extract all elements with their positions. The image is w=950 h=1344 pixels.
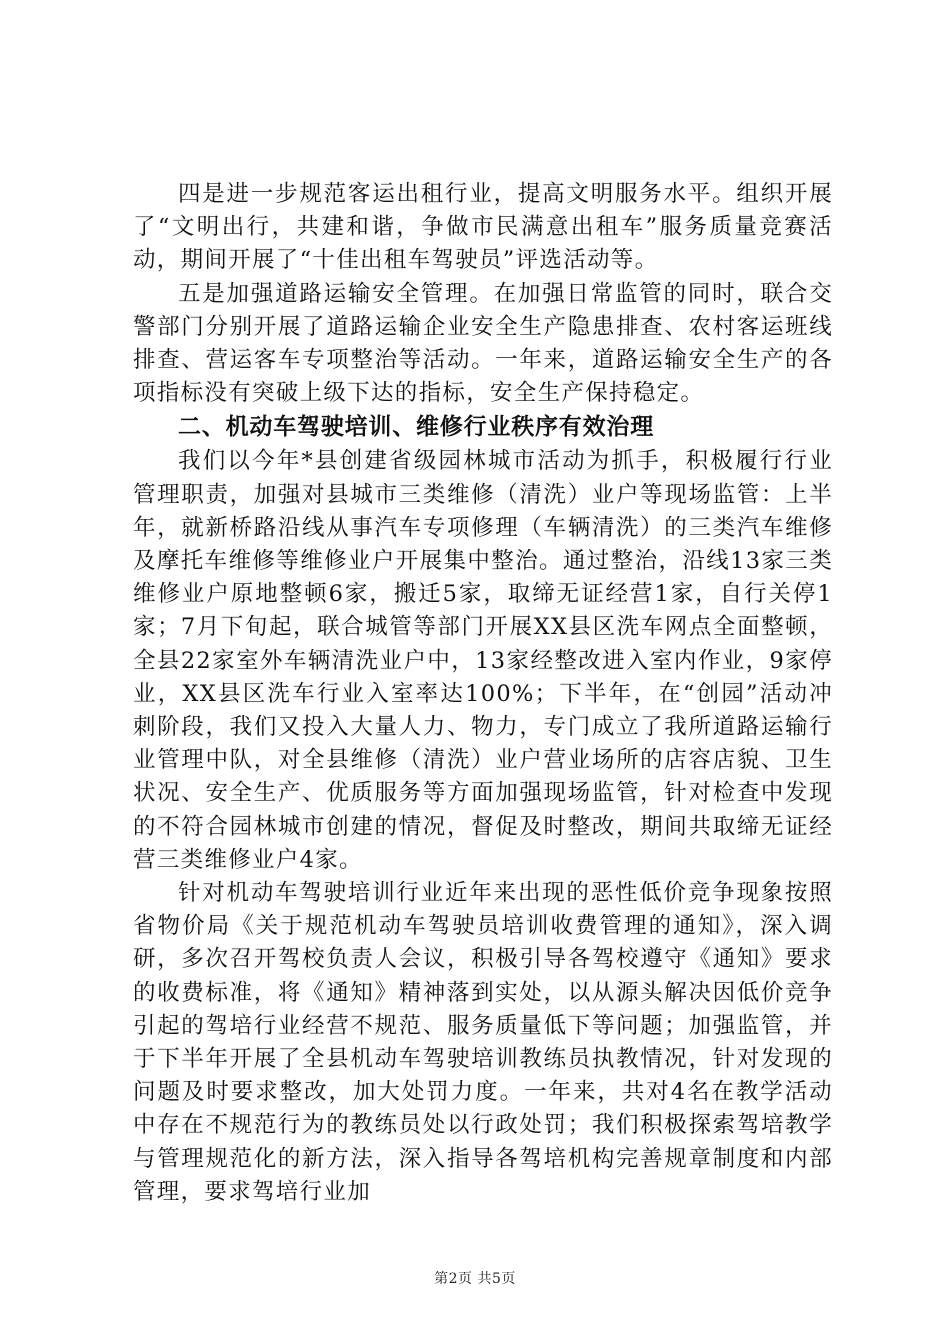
document-body bbox=[133, 178, 833, 1209]
section-heading: 二、机动车驾驶培训、维修行业秩序有效治理 bbox=[178, 414, 654, 441]
paragraph-passenger-taxi: 四是进一步规范客运出租行业，提高文明服务水平。组织开展了“文明出行，共建和谐，争做市民满意出租车”服务质量竞赛活动，期间开展了“十佳出租车驾驶员”评选活动等。 bbox=[133, 181, 833, 274]
page-footer: 第2页 共5页 bbox=[434, 1271, 516, 1287]
paragraph-repair-rectification: 我们以今年*县创建省级园林城市活动为抓手，积极履行行业管理职责，加强对县城市三类维修（清洗）业户等现场监管：上半年，就新桥路沿线从事汽车专项修理（车辆清洗）的三类汽车维修及摩托车维修等维修业户开展集中整治。通过整治，沿线13家三类维修业户原地整顿6家，搬迁5家，取缔无证经营1家，自行关停1家；7月下旬起，联合城管等部门开展XX县区洗车网点全面整顿，全县22家室外车辆清洗业户中，13家经整改进入室内作业，9家停业，XX县区洗车行业入室率达100%；下半年，在“创园”活动冲刺阶段，我们又投入大量人力、物力，专门成立了我所道路运输行业管理中队，对全县维修（清洗）业户营业场所的店容店貌、卫生状况、安全生产、优质服务等方面加强现场监管，针对检查中发现的不符合园林城市创建的情况，督促及时整改，期间共取缔无证经营三类维修业户4家。 bbox=[133, 448, 833, 873]
paragraph-driver-training: 针对机动车驾驶培训行业近年来出现的恶性低价竞争现象按照省物价局《关于规范机动车驾驶员培训收费管理的通知》，深入调研，多次召开驾校负责人会议，积极引导各驾校遵守《通知》要求的收费标准，将《通知》精神落到实处，以从源头解决因低价竞争引起的驾培行业经营不规范、服务质量低下等问题；加强监管，并于下半年开展了全县机动车驾驶培训教练员执教情况，针对发现的问题及时要求整改，加大处罚力度。一年来，共对4名在教学活动中存在不规范行为的教练员处以行政处罚；我们积极探索驾培教学与管理规范化的新方法，深入指导各驾培机构完善规章制度和内部管理，要求驾培行业加 bbox=[133, 880, 833, 1205]
paragraph-road-safety: 五是加强道路运输安全管理。在加强日常监管的同时，联合交警部门分别开展了道路运输企业安全生产隐患排查、农村客运班线排查、营运客车专项整治等活动。一年来，道路运输安全生产的各项指标没有突破上级下达的指标，安全生产保持稳定。 bbox=[133, 280, 833, 407]
